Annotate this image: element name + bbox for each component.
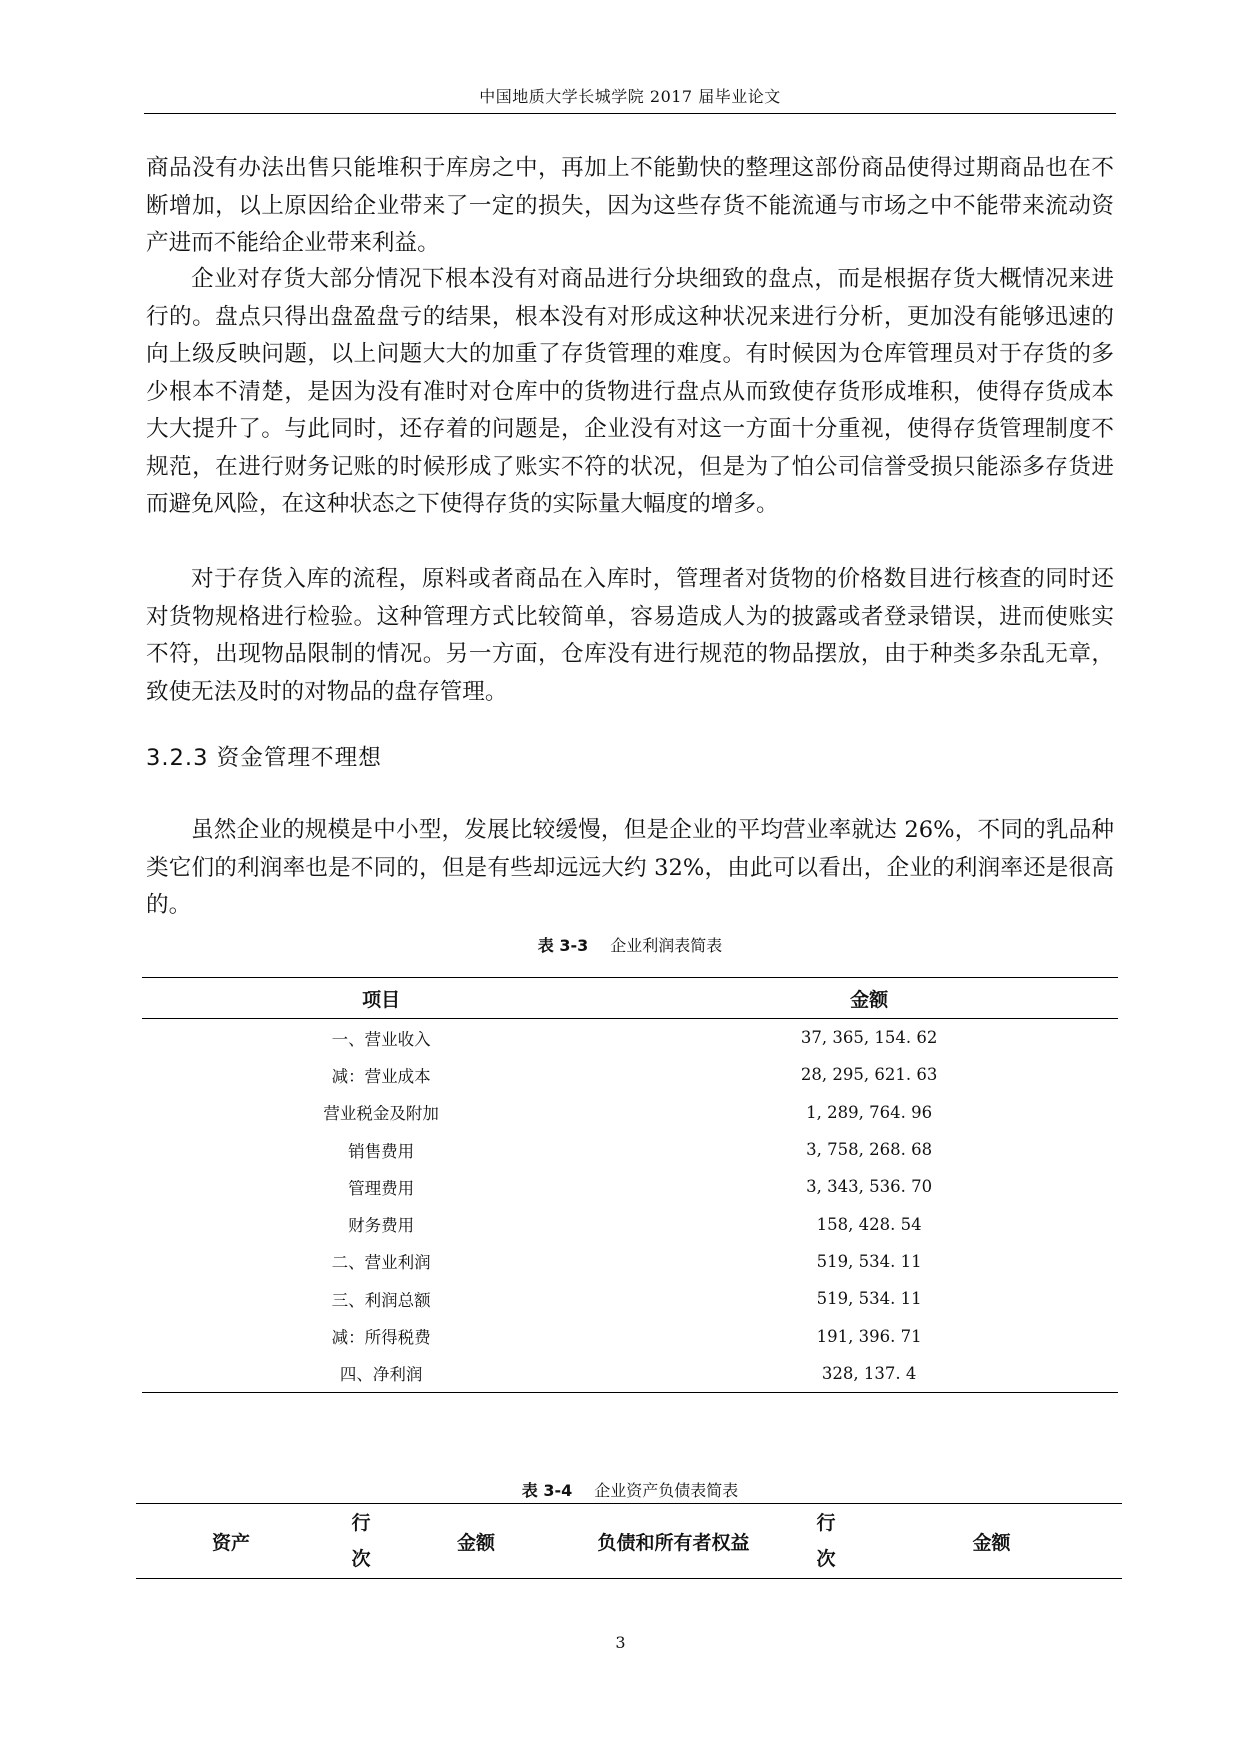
balance-sheet-table — [136, 1503, 1122, 1579]
paragraph-4 — [146, 812, 1114, 925]
paragraph-4-text: 虽然企业的规模是中小型，发展比较缓慢，但是企业的平均营业率就达 26%，不同的乳品种类它们的利润率也是不同的，但是有些却远远大约 32%，由此可以看出，企业的利润率还是很高的。 — [146, 817, 1114, 918]
page-number: 3 — [615, 1633, 626, 1652]
row-no-char-2: 次 — [351, 1548, 371, 1570]
paragraph-3-text: 对于存货入库的流程，原料或者商品在入库时，管理者对货物的价格数目进行核查的同时还对货物规格进行检验。这种管理方式比较简单，容易造成人为的披露或者登录错误，进而使账实不符，出现物品限制的情况。另一方面，仓库没有进行规范的物品摆放，由于种类多杂乱无章，致使无法及时的对物品的盘存管理。 — [146, 566, 1114, 705]
row-item: 四、净利润 — [142, 1355, 620, 1393]
column-header-item: 项目 — [142, 978, 620, 1019]
table-row — [142, 1131, 1118, 1168]
row-amount: 28, 295, 621. 63 — [800, 1065, 938, 1085]
row-item: 一、营业收入 — [331, 1029, 431, 1049]
row-no-char-1: 行 — [351, 1512, 371, 1534]
table-caption-3-3 — [144, 933, 1116, 956]
column-header-amount-2: 金额 — [861, 1504, 1122, 1579]
column-header-row-no — [326, 1504, 396, 1579]
table-caption-number: 表 3-4 — [521, 1481, 573, 1500]
row-item: 三、利润总额 — [331, 1290, 431, 1310]
row-no-char-2: 次 — [816, 1548, 836, 1570]
table-row — [142, 1280, 1118, 1317]
balance-sheet-header-row — [136, 1504, 1122, 1579]
paragraph-1-text: 商品没有办法出售只能堆积于库房之中，再加上不能勤快的整理这部份商品使得过期商品也在不断增加，以上原因给企业带来了一定的损失，因为这些存货不能流通与市场之中不能带来流动资产进而不能给企业带来利益。 — [146, 155, 1114, 256]
row-item: 减：所得税费 — [331, 1328, 431, 1348]
paragraph-1 — [146, 150, 1114, 263]
row-no-char-1: 行 — [816, 1512, 836, 1534]
row-item: 销售费用 — [348, 1141, 415, 1161]
row-amount: 328, 137. 4 — [620, 1355, 1118, 1393]
column-header-row-no-2 — [791, 1504, 861, 1579]
table-caption-title: 企业资产负债表简表 — [594, 1481, 739, 1500]
paragraph-2 — [146, 261, 1114, 524]
table-caption-number: 表 3-3 — [537, 936, 589, 955]
table-caption-3-4 — [144, 1478, 1116, 1501]
row-amount: 1, 289, 764. 96 — [806, 1102, 933, 1122]
row-amount: 191, 396. 71 — [816, 1326, 922, 1346]
column-header-assets: 资产 — [136, 1504, 326, 1579]
paragraph-3 — [146, 561, 1114, 711]
row-item: 减：营业成本 — [331, 1066, 431, 1086]
table-row — [142, 1094, 1118, 1131]
running-header: 中国地质大学长城学院 2017 届毕业论文 — [479, 87, 781, 106]
row-amount: 519, 534. 11 — [816, 1289, 922, 1309]
table-row — [142, 1355, 1118, 1393]
row-item: 二、营业利润 — [331, 1253, 431, 1273]
table-row — [142, 1205, 1118, 1242]
row-amount: 158, 428. 54 — [816, 1214, 922, 1234]
row-amount: 519, 534. 11 — [816, 1251, 922, 1271]
profit-table-header-row — [142, 978, 1118, 1019]
table-row — [142, 1056, 1118, 1093]
row-amount: 3, 343, 536. 70 — [806, 1177, 933, 1197]
section-heading: 3.2.3 资金管理不理想 — [146, 745, 382, 771]
profit-table — [142, 977, 1118, 1393]
row-amount: 37, 365, 154. 62 — [800, 1028, 938, 1048]
row-item: 管理费用 — [348, 1178, 415, 1198]
row-amount: 3, 758, 268. 68 — [806, 1140, 933, 1160]
column-header-amount: 金额 — [396, 1504, 556, 1579]
column-header-liabilities: 负债和所有者权益 — [556, 1504, 791, 1579]
table-row — [142, 1019, 1118, 1057]
paragraph-2-text: 企业对存货大部分情况下根本没有对商品进行分块细致的盘点，而是根据存货大概情况来进行的。盘点只得出盘盈盘亏的结果，根本没有对形成这种状况来进行分析，更加没有能够迅速的向上级反映问题，以上问题大大的加重了存货管理的难度。有时候因为仓库管理员对于存货的多少根本不清楚，是因为没有准时对仓库中的货物进行盘点从而致使存货形成堆积，使得存货成本大大提升了。与此同时，还存着的问题是，企业没有对这一方面十分重视，使得存货管理制度不规范，在进行财务记账的时候形成了账实不符的状况，但是为了怕公司信誉受损只能添多存货进而避免风险，在这种状态之下使得存货的实际量大幅度的增多。 — [146, 266, 1114, 517]
table-row — [142, 1243, 1118, 1280]
table-row — [142, 1168, 1118, 1205]
table-row — [142, 1317, 1118, 1354]
row-item: 财务费用 — [348, 1216, 415, 1236]
table-caption-title: 企业利润表简表 — [610, 936, 723, 955]
column-header-amount: 金额 — [620, 978, 1118, 1019]
row-item: 营业税金及附加 — [323, 1104, 439, 1124]
header-rule — [144, 113, 1116, 114]
